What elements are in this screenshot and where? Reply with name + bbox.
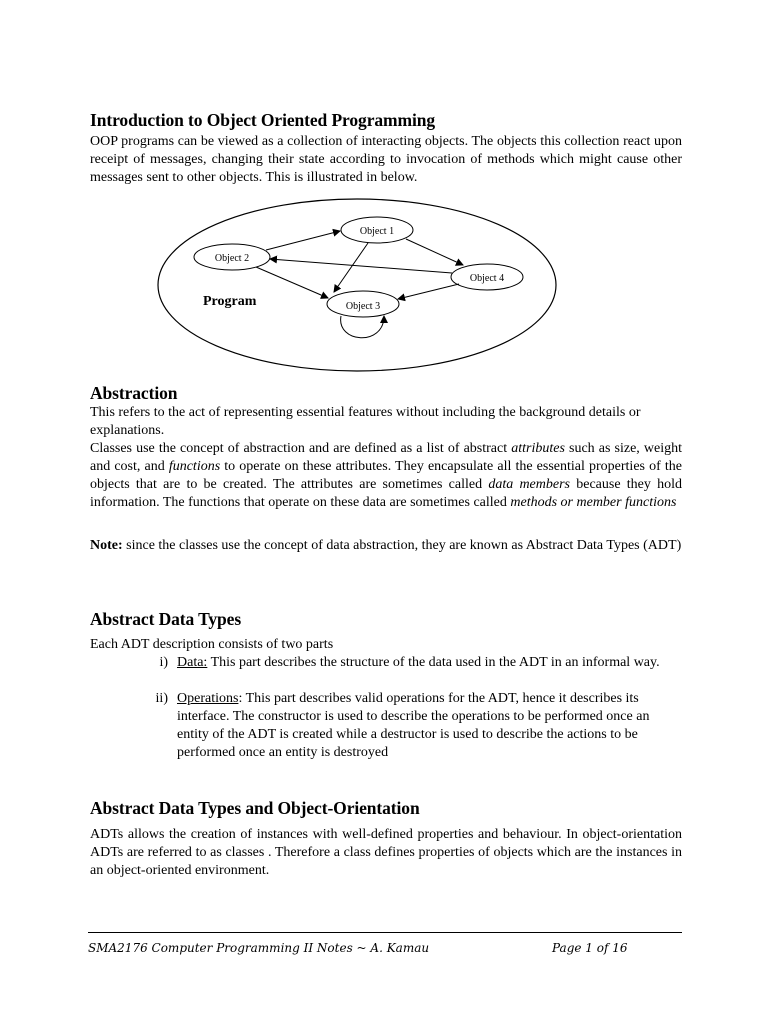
- term-operations: Operations: [177, 691, 239, 706]
- oop-objects-diagram: [156, 195, 561, 375]
- term-functions: functions: [168, 459, 221, 474]
- self-loop-3: [341, 316, 384, 338]
- adt-oo-heading: Abstract Data Types and Object-Orientation: [90, 798, 420, 818]
- list-number: ii): [155, 691, 168, 706]
- abstraction-note: Note: since the classes use the concept of data abstraction, they are known as Abstract Data Types (ADT): [90, 538, 682, 553]
- arrow-4-to-2: [270, 259, 452, 273]
- arrow-2-to-1: [266, 231, 340, 250]
- arrow-2-to-3: [256, 267, 328, 298]
- list-number: i): [159, 655, 168, 670]
- footer-rule: [88, 932, 682, 933]
- object-4-label: Object 4: [469, 273, 505, 284]
- term-data-members: data members: [488, 477, 570, 492]
- arrow-1-to-4: [406, 239, 463, 265]
- intro-heading: Introduction to Object Oriented Programming: [90, 110, 436, 130]
- abstraction-classes-paragraph: Classes use the concept of abstraction and are defined as a list of abstract attributes such as size, weight and cost, and functions to operate on these attributes. They encapsulate all the essential properties of the objects that are to be created. The attributes are sometimes called data members because they hold information. The functions that operate on these data are sometimes called methods or member functions: [90, 441, 682, 510]
- object-1-label: Object 1: [359, 226, 395, 237]
- program-label: Program: [203, 294, 257, 309]
- object-3-label: Object 3: [345, 301, 381, 312]
- footer-page-number: Page 1 of 16: [552, 941, 628, 955]
- adt-oo-paragraph: ADTs allows the creation of instances with well-defined properties and behaviour. In object-orientation ADTs are referred to as classes . Therefore a class defines properties of objects which are the instances in an object-oriented environment.: [90, 827, 682, 878]
- adt-heading: Abstract Data Types: [90, 609, 242, 629]
- object-2-label: Object 2: [214, 253, 250, 264]
- abstraction-definition: This refers to the act of representing essential features without including the background details or explanations.: [90, 405, 641, 438]
- arrow-1-to-3: [334, 243, 368, 292]
- term-data: Data:: [177, 655, 208, 670]
- footer-course-title: SMA2176 Computer Programming II Notes ~ A. Kamau: [88, 941, 430, 955]
- term-attributes: attributes: [511, 441, 565, 456]
- note-label: Note:: [90, 538, 123, 553]
- adt-intro: Each ADT description consists of two parts: [90, 637, 334, 652]
- intro-paragraph: OOP programs can be viewed as a collection of interacting objects. The objects this collection react upon receipt of messages, changing their state according to invocation of methods which might cause other messages sent to other objects. This is illustrated in below.: [90, 134, 682, 185]
- term-methods: methods or member functions: [510, 495, 677, 510]
- arrow-4-to-3: [398, 284, 459, 299]
- abstraction-heading: Abstraction: [90, 383, 178, 403]
